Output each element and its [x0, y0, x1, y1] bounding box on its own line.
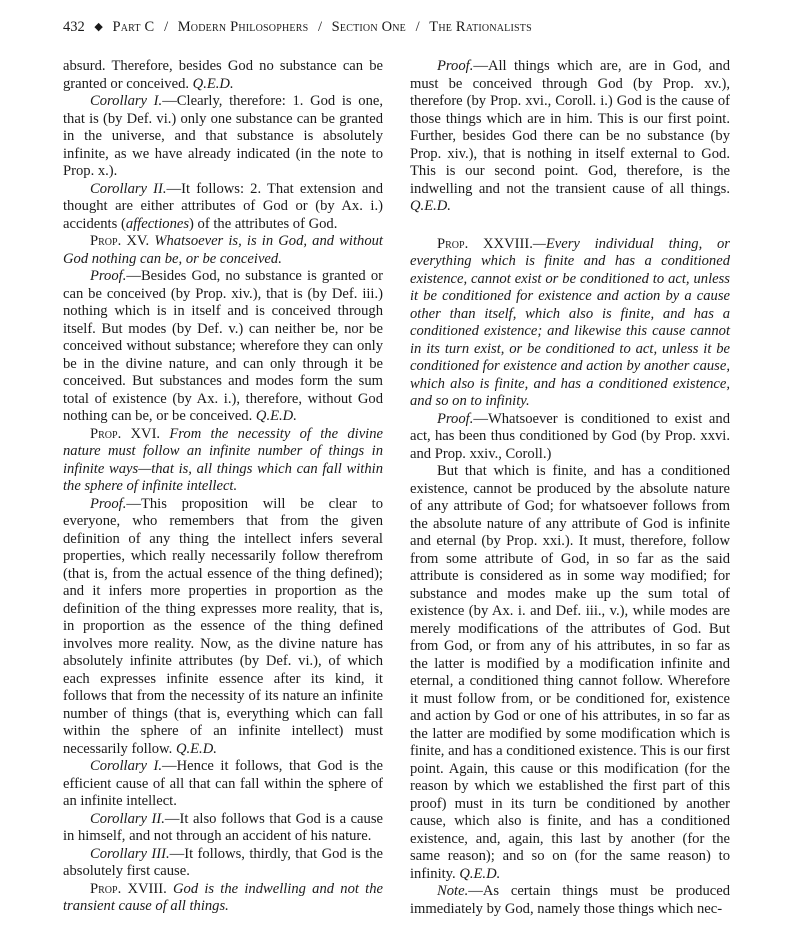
- proposition-label: Prop. XVI.: [90, 425, 161, 442]
- proof-label: Proof.: [90, 268, 127, 284]
- right-column: [410, 58, 730, 918]
- paragraph: [410, 463, 730, 883]
- qed-mark: Q.E.D.: [459, 865, 501, 882]
- proof-label: Proof.: [437, 410, 474, 427]
- corollary-text: —It follows: 2. That extension and thought are either attributes of God or (by Ax. i.) accidents (: [63, 180, 384, 232]
- paragraph-text: But that which is finite, and has a conditioned existence, cannot be produced by the absolute nature of any attribute of God; for whatsoever follows from the absolute nature of any attribute of God is infinite and eternal (by Prop. xxi.). It must, therefore, follow from some attribute of God, in so far as the said attribute is considered as in some way modified; for substance and modes make up the sum total of existence (by Ax. i. and Def. iii., v.), while modes are merely modifications of the attributes of God. But from God, or from any of his attributes, in so far as the latter is modified by a modification infinite and eternal, a conditioned thing cannot follow. Wherefore it must follow from, or be conditioned for, existence and action by God or one of his attributes, in so far as the latter are modified by some modification which is finite, and has a conditioned existence. This is our first point. Again, this cause or this modification (for the reason by which we established the first part of this proof) must in its turn be conditioned by another cause, which also is finite, and has a conditioned existence, and, again, this last by another (for the same reason); and so on (for the same reason) to infinity.: [410, 463, 730, 882]
- proposition-text: —Every individual thing, or everything which is finite and has a conditioned existence, cannot exist or be conditioned to act, unless it be conditioned for existence and action by a cause other than itself, which also is finite, and has a conditioned existence; and likewise this cause cannot in its turn exist, or be conditioned to act, unless it be conditioned for existence and action by another cause, which also is finite, and has a conditioned existence, and so on to infinity.: [410, 235, 730, 409]
- latin-term: affectiones: [125, 215, 190, 232]
- proposition-text: Whatsoever is, is in God, and without God nothing can be, or be conceived.: [63, 233, 383, 267]
- proof-text: —All things which are, are in God, and must be conceived through God (by Prop. xv.), therefore (by Prop. xvi., Coroll. i.) God is the cause of those things which are in him. This is our first point. Further, besides God there can be no substance (by Prop. xiv.), that is nothing in itself external to God. This is our second point. God, therefore, is the indwelling and not the transient cause of all things.: [410, 58, 730, 197]
- header-section-title: Modern Philosophers: [177, 19, 309, 35]
- corollary: [63, 181, 383, 234]
- proposition: [63, 426, 383, 496]
- proof: [410, 58, 730, 216]
- proof-text: —Whatsoever is conditioned to exist and act, has been thus conditioned by God (by Prop. xxvi. and Prop. xxiv., Coroll.): [410, 410, 730, 462]
- proof: [63, 496, 383, 759]
- header-section: Section One: [331, 19, 406, 35]
- corollary-label: Corollary II.: [90, 180, 167, 197]
- note-label: Note.: [437, 883, 469, 899]
- qed-mark: Q.E.D.: [175, 740, 217, 757]
- proof: [63, 268, 383, 426]
- proposition-label: Prop. XXVIII.: [437, 235, 533, 252]
- paragraph-text: absurd. Therefore, besides God no substance can be granted or conceived.: [63, 58, 383, 92]
- corollary: [63, 846, 383, 881]
- proof: [410, 411, 730, 464]
- corollary: [63, 758, 383, 811]
- header-separator: /: [317, 19, 322, 35]
- proposition-label: Prop. XVIII.: [90, 880, 167, 897]
- page-number: 432: [63, 19, 85, 35]
- note-text: —As certain things must be produced immediately by God, namely those things which nec-: [410, 883, 730, 917]
- header-part: Part C: [112, 19, 155, 35]
- corollary-text: ) of the attributes of God.: [189, 215, 338, 232]
- running-header: [63, 19, 753, 39]
- proposition-label: Prop. XV.: [90, 233, 150, 249]
- proposition-text: From the necessity of the divine nature must follow an infinite number of things in infinite ways—that is, all things which can fall within the sphere of infinite intellect.: [63, 425, 383, 494]
- paragraph: [63, 58, 383, 93]
- proposition: [63, 233, 383, 268]
- corollary-label: Corollary I.: [90, 93, 163, 109]
- qed-mark: Q.E.D.: [255, 408, 297, 424]
- corollary-label: Corollary III.: [90, 845, 170, 862]
- left-column: [63, 58, 383, 916]
- diamond-ornament-icon: ◆: [94, 21, 103, 33]
- proof-label: Proof.: [90, 495, 127, 512]
- header-separator: /: [164, 19, 169, 35]
- corollary-text: —Clearly, therefore: 1. God is one, that is (by Def. vi.) only one substance can be granted in the universe, and that substance is absolutely infinite, as we have already indicated (in the note to Prop. x.).: [63, 93, 383, 179]
- corollary-text: —It follows, thirdly, that God is the absolutely first cause.: [63, 845, 384, 879]
- proof-label: Proof.: [437, 58, 474, 74]
- corollary: [63, 93, 383, 181]
- note: [410, 883, 730, 918]
- proposition: [410, 236, 730, 411]
- corollary-label: Corollary II.: [90, 810, 165, 827]
- qed-mark: Q.E.D.: [410, 198, 451, 214]
- header-chapter: The Rationalists: [429, 19, 532, 35]
- proof-text: —Besides God, no substance is granted or can be conceived (by Prop. xiv.), that is (by Def. iii.) nothing which is in itself and is conceived through itself. But modes (by Def. v.) can neither be, nor be conceived without substance; wherefore they can only be in the divine nature, and can only through it be conceived. But substances and modes form the sum total of existence (by Ax. i.), therefore, without God nothing can be, or be conceived.: [63, 268, 383, 424]
- corollary-label: Corollary I.: [90, 758, 163, 774]
- proposition: [63, 881, 383, 916]
- corollary-text: —Hence it follows, that God is the efficient cause of all that can fall within the sphere of an infinite intellect.: [63, 758, 384, 809]
- corollary-text: —It also follows that God is a cause in himself, and not through an accident of his nature.: [63, 810, 383, 844]
- corollary: [63, 811, 383, 846]
- qed-mark: Q.E.D.: [192, 75, 234, 92]
- proof-text: —This proposition will be clear to everyone, who remembers that from the given definition of any thing the intellect infers several properties, which really necessarily follow therefrom (that is, from the actual essence of the thing defined); and it infers more properties in proportion as the definition of the thing expresses more reality, that is, in proportion as the essence of the thing defined involves more reality. Now, as the divine nature has absolutely infinite attributes (by Def. vi.), of which each expresses infinite essence after its kind, it follows that from the necessity of its nature an infinite number of things (that is, everything which can fall within the sphere of an infinite intellect) must necessarily follow.: [63, 495, 383, 757]
- header-separator: /: [415, 19, 420, 35]
- proposition-text: God is the indwelling and not the transient cause of all things.: [63, 880, 383, 914]
